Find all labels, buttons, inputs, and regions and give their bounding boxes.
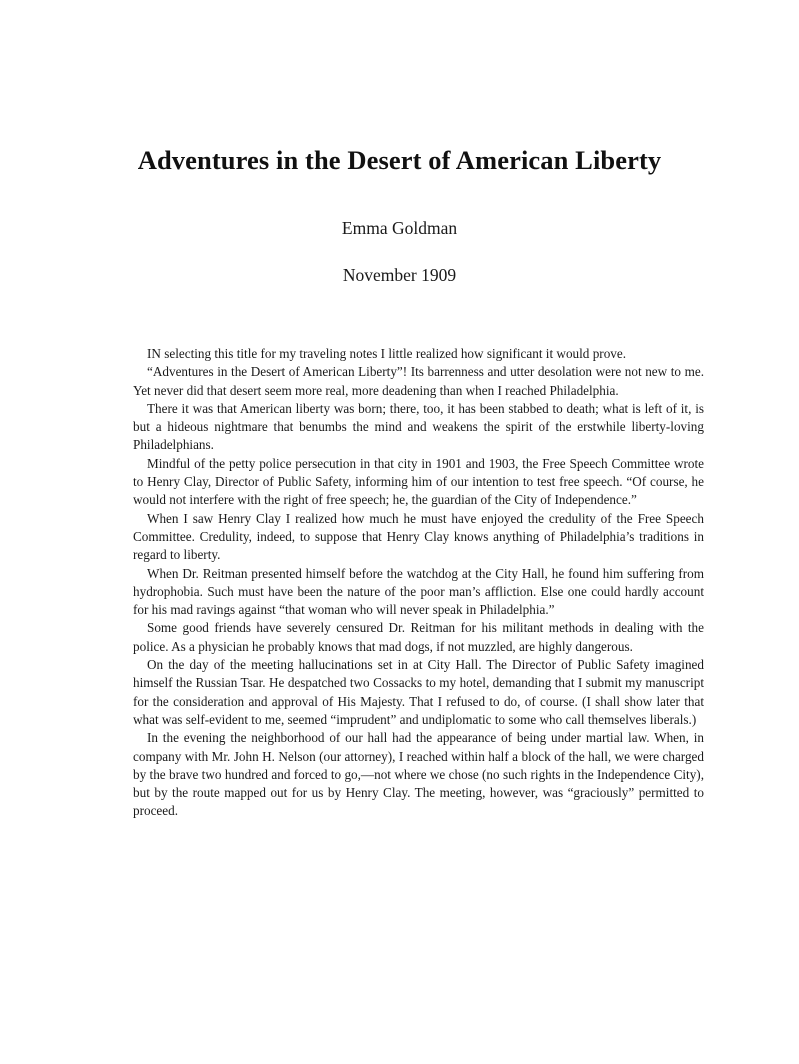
paragraph: When I saw Henry Clay I realized how much he must have enjoyed the credulity of the Free Speech Committee. Credulity, indeed, to suppose that Henry Clay knows anything of Philadelphia’s traditions in regard to liberty. <box>133 510 704 563</box>
paragraph: Some good friends have severely censured Dr. Reitman for his militant methods in dealing with the police. As a physician he probably knows that mad dogs, if not muzzled, are highly dangerous. <box>133 620 704 654</box>
document-author: Emma Goldman <box>341 218 458 238</box>
document-body <box>133 345 704 821</box>
document-title: Adventures in the Desert of American Liberty <box>137 145 662 175</box>
paragraph: IN selecting this title for my traveling notes I little realized how significant it would prove. <box>147 346 627 361</box>
paragraph: Mindful of the petty police persecution in that city in 1901 and 1903, the Free Speech Committee wrote to Henry Clay, Director of Public Safety, informing him of our intention to test free speech. “Of course, he would not interfere with the right of free speech; he, the guardian of the City of Independence.” <box>133 455 704 508</box>
paragraph: On the day of the meeting hallucinations set in at City Hall. The Director of Public Safety imagined himself the Russian Tsar. He despatched two Cossacks to my hotel, demanding that I submit my manuscript for the consideration and approval of His Majesty. That I refused to do, of course. (I shall show later that what was self-evident to me, seemed “imprudent” and undiplomatic to some who call themselves liberals.) <box>133 657 704 727</box>
paragraph: There it was that American liberty was born; there, too, it has been stabbed to death; what is left of it, is but a hideous nightmare that benumbs the mind and weakens the spirit of the erstwhile liberty-loving Philadelphians. <box>133 400 704 453</box>
document-date: November 1909 <box>342 265 457 285</box>
paragraph: In the evening the neighborhood of our hall had the appearance of being under martial law. When, in company with Mr. John H. Nelson (our attorney), I reached within half a block of the hall, we were charged by the brave two hundred and forced to go,—not where we chose (no such rights in the Independence City), but by the route mapped out for us by Henry Clay. The meeting, however, was “graciously” permitted to proceed. <box>133 730 704 819</box>
paragraph: “Adventures in the Desert of American Liberty”! Its barrenness and utter desolation were not new to me. Yet never did that desert seem more real, more deadening than when I reached Philadelphia. <box>133 364 704 398</box>
paragraph: When Dr. Reitman presented himself before the watchdog at the City Hall, he found him suffering from hydrophobia. Such must have been the nature of the poor man’s affliction. Else one could hardly account for his mad ravings against “that woman who will never speak in Philadelphia.” <box>133 565 704 618</box>
